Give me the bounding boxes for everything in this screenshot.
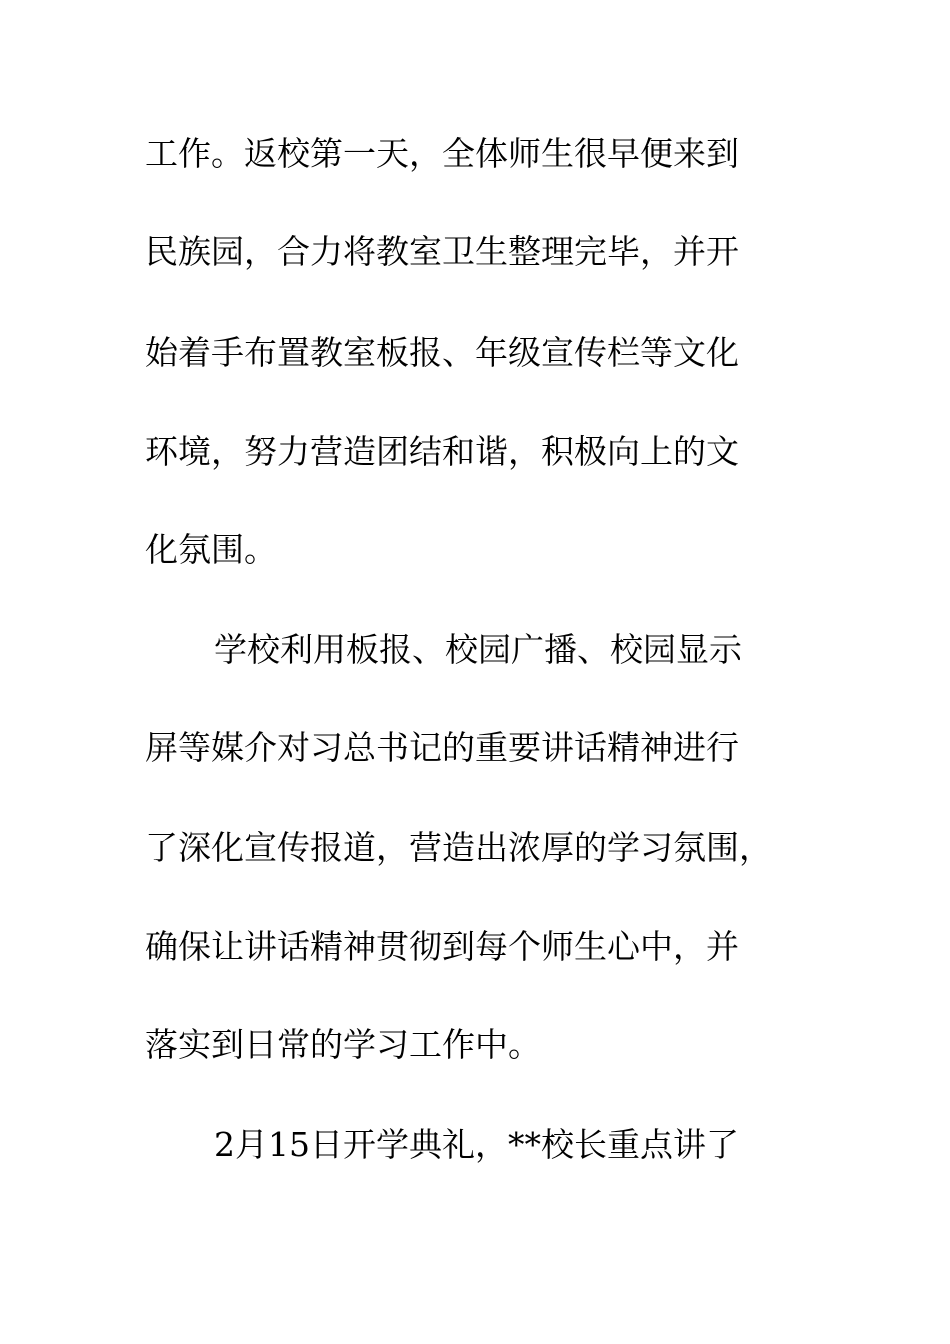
paragraph-line: 了深化宣传报道，营造出浓厚的学习氛围， — [145, 828, 772, 867]
paragraph-line: 工作。返校第一天，全体师生很早便来到 — [145, 134, 739, 173]
paragraph-line: 始着手布置教室板报、年级宣传栏等文化 — [145, 333, 739, 372]
paragraph-line: 民族园，合力将教室卫生整理完毕，并开 — [145, 232, 739, 271]
paragraph-line: 2月15日开学典礼，**校长重点讲了 — [214, 1125, 739, 1164]
paragraph-line: 化氛围。 — [145, 530, 277, 569]
paragraph-line: 落实到日常的学习工作中。 — [145, 1025, 541, 1064]
paragraph-line: 环境，努力营造团结和谐，积极向上的文 — [145, 432, 739, 471]
paragraph-line: 确保让讲话精神贯彻到每个师生心中，并 — [145, 927, 739, 966]
paragraph-line: 屏等媒介对习总书记的重要讲话精神进行 — [145, 728, 739, 767]
paragraph-line: 学校利用板报、校园广播、校园显示 — [214, 630, 742, 669]
